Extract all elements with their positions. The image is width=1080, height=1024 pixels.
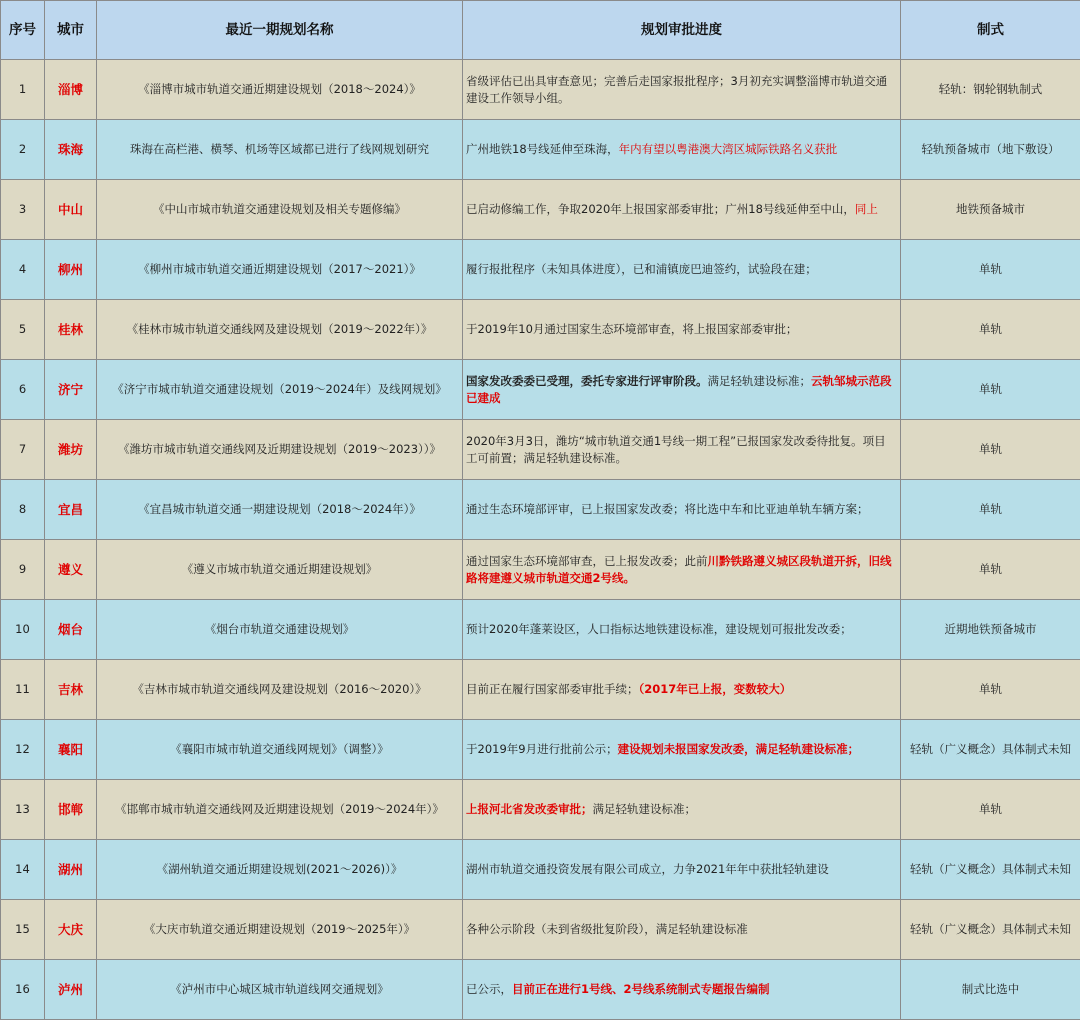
row-index: 3 xyxy=(1,180,45,240)
progress-segment: 年内有望以粤港澳大湾区城际铁路名义获批 xyxy=(618,142,838,156)
row-city: 遵义 xyxy=(45,540,97,600)
row-plan-name: 《淄博市城市轨道交通近期建设规划（2018～2024）》 xyxy=(97,60,463,120)
progress-segment: （2017年已上报，变数较大） xyxy=(638,682,792,696)
row-system: 单轨 xyxy=(901,480,1080,540)
row-approval-progress xyxy=(463,120,901,180)
row-approval-progress xyxy=(463,180,901,240)
progress-segment: 已启动修编工作，争取2020年上报国家部委审批；广州18号线延伸至中山， xyxy=(466,202,855,216)
row-approval-progress xyxy=(463,540,901,600)
row-approval-progress xyxy=(463,480,901,540)
row-index: 10 xyxy=(1,600,45,660)
row-index: 6 xyxy=(1,360,45,420)
table-row xyxy=(1,180,1080,240)
row-city: 柳州 xyxy=(45,240,97,300)
progress-segment: 于2019年10月通过国家生态环境部审查，将上报国家部委审批； xyxy=(466,322,798,336)
row-city: 湖州 xyxy=(45,840,97,900)
row-plan-name: 《吉林市城市轨道交通线网及建设规划（2016～2020）》 xyxy=(97,660,463,720)
row-city: 宜昌 xyxy=(45,480,97,540)
row-index: 12 xyxy=(1,720,45,780)
progress-segment: 满足轻轨建设标准； xyxy=(592,802,696,816)
table-row xyxy=(1,840,1080,900)
progress-segment: 2020年3月3日，潍坊“城市轨道交通1号线一期工程”已报国家发改委待批复。项目工可前置；满足轻轨建设标准。 xyxy=(466,433,886,465)
row-index: 4 xyxy=(1,240,45,300)
table-row xyxy=(1,420,1080,480)
row-plan-name: 《柳州市城市轨道交通近期建设规划（2017～2021）》 xyxy=(97,240,463,300)
table-row xyxy=(1,360,1080,420)
row-plan-name: 《济宁市城市轨道交通建设规划（2019～2024年）及线网规划》 xyxy=(97,360,463,420)
row-city: 潍坊 xyxy=(45,420,97,480)
row-plan-name: 《泸州市中心城区城市轨道线网交通规划》 xyxy=(97,960,463,1020)
row-index: 14 xyxy=(1,840,45,900)
row-system: 单轨 xyxy=(901,660,1080,720)
row-system: 轻轨预备城市（地下敷设） xyxy=(901,120,1080,180)
progress-segment: 目前正在履行国家部委审批手续； xyxy=(466,682,639,696)
progress-segment: 通过生态环境部评审，已上报国家发改委；将比选中车和比亚迪单轨车辆方案； xyxy=(466,502,869,516)
row-city: 中山 xyxy=(45,180,97,240)
header-city: 城市 xyxy=(45,1,97,60)
row-approval-progress xyxy=(463,240,901,300)
table-row xyxy=(1,60,1080,120)
row-approval-progress xyxy=(463,960,901,1020)
row-index: 8 xyxy=(1,480,45,540)
header-approval-progress: 规划审批进度 xyxy=(463,1,901,60)
table-row xyxy=(1,540,1080,600)
row-city: 烟台 xyxy=(45,600,97,660)
row-index: 16 xyxy=(1,960,45,1020)
row-system: 轻轨（广义概念）具体制式未知 xyxy=(901,720,1080,780)
progress-segment: 国家发改委委已受理，委托专家进行评审阶段。 xyxy=(466,373,708,388)
row-city: 吉林 xyxy=(45,660,97,720)
progress-segment: 建设规划未报国家发改委，满足轻轨建设标准； xyxy=(617,742,860,756)
row-plan-name: 《邯郸市城市轨道交通线网及近期建设规划（2019～2024年）》 xyxy=(97,780,463,840)
row-index: 9 xyxy=(1,540,45,600)
row-plan-name: 《烟台市轨道交通建设规划》 xyxy=(97,600,463,660)
progress-segment: 预计2020年蓬莱设区，人口指标达地铁建设标准，建设规划可报批发改委； xyxy=(466,622,852,636)
row-plan-name: 《大庆市轨道交通近期建设规划（2019～2025年）》 xyxy=(97,900,463,960)
table-row xyxy=(1,780,1080,840)
progress-segment: 上报河北省发改委审批； xyxy=(466,802,593,816)
row-plan-name: 珠海在高栏港、横琴、机场等区域都已进行了线网规划研究 xyxy=(97,120,463,180)
row-system: 单轨 xyxy=(901,540,1080,600)
table-body xyxy=(1,60,1080,1020)
row-system: 单轨 xyxy=(901,300,1080,360)
row-approval-progress xyxy=(463,360,901,420)
row-system: 近期地铁预备城市 xyxy=(901,600,1080,660)
row-index: 1 xyxy=(1,60,45,120)
progress-segment: 各种公示阶段（未到省级批复阶段），满足轻轨建设标准 xyxy=(466,922,748,936)
row-index: 11 xyxy=(1,660,45,720)
progress-segment: 目前正在进行1号线、2号线系统制式专题报告编制 xyxy=(512,982,770,996)
row-plan-name: 《桂林市城市轨道交通线网及建设规划（2019～2022年）》 xyxy=(97,300,463,360)
progress-segment: 湖州市轨道交通投资发展有限公司成立，力争2021年年中获批轻轨建设 xyxy=(466,862,829,876)
row-approval-progress xyxy=(463,60,901,120)
table-row xyxy=(1,900,1080,960)
row-index: 13 xyxy=(1,780,45,840)
table-row xyxy=(1,600,1080,660)
header-system: 制式 xyxy=(901,1,1080,60)
row-system: 轻轨：钢轮钢轨制式 xyxy=(901,60,1080,120)
table-row xyxy=(1,300,1080,360)
row-index: 7 xyxy=(1,420,45,480)
progress-segment: 省级评估已出具审查意见；完善后走国家报批程序；3月初充实调整淄博市轨道交通建设工作领导小组。 xyxy=(466,73,888,105)
row-system: 单轨 xyxy=(901,420,1080,480)
row-approval-progress xyxy=(463,600,901,660)
row-plan-name: 《襄阳市城市轨道交通线网规划》（调整）》 xyxy=(97,720,463,780)
row-approval-progress xyxy=(463,660,901,720)
header-row xyxy=(1,1,1080,60)
row-index: 15 xyxy=(1,900,45,960)
row-system: 轻轨（广义概念）具体制式未知 xyxy=(901,840,1080,900)
row-approval-progress xyxy=(463,840,901,900)
row-approval-progress xyxy=(463,900,901,960)
row-city: 济宁 xyxy=(45,360,97,420)
progress-segment: 已公示， xyxy=(466,982,512,996)
row-system: 地铁预备城市 xyxy=(901,180,1080,240)
progress-segment: 通过国家生态环境部审查，已上报发改委；此前 xyxy=(466,553,708,568)
table-row xyxy=(1,480,1080,540)
row-system: 制式比选中 xyxy=(901,960,1080,1020)
row-approval-progress xyxy=(463,300,901,360)
row-system: 单轨 xyxy=(901,360,1080,420)
row-plan-name: 《遵义市城市轨道交通近期建设规划》 xyxy=(97,540,463,600)
row-approval-progress xyxy=(463,720,901,780)
table-row xyxy=(1,960,1080,1020)
table-row xyxy=(1,240,1080,300)
row-plan-name: 《中山市城市轨道交通建设规划及相关专题修编》 xyxy=(97,180,463,240)
row-approval-progress xyxy=(463,780,901,840)
progress-segment: 同上 xyxy=(854,202,878,216)
table-row xyxy=(1,120,1080,180)
row-city: 淄博 xyxy=(45,60,97,120)
progress-segment: 满足轻轨建设标准； xyxy=(707,373,811,388)
progress-segment: 履行报批程序（未知具体进度），已和浦镇庞巴迪签约，试验段在建； xyxy=(466,262,817,276)
row-city: 桂林 xyxy=(45,300,97,360)
header-index: 序号 xyxy=(1,1,45,60)
row-plan-name: 《宜昌城市轨道交通一期建设规划（2018～2024年）》 xyxy=(97,480,463,540)
table-row xyxy=(1,660,1080,720)
row-approval-progress xyxy=(463,420,901,480)
row-city: 邯郸 xyxy=(45,780,97,840)
progress-segment: 云轨邹城示范段已建成 xyxy=(466,373,892,405)
row-city: 大庆 xyxy=(45,900,97,960)
row-system: 单轨 xyxy=(901,240,1080,300)
row-city: 襄阳 xyxy=(45,720,97,780)
header-plan-name: 最近一期规划名称 xyxy=(97,1,463,60)
progress-segment: 川黔铁路遵义城区段轨道开拆，旧线路将建遵义城市轨道交通2号线。 xyxy=(466,553,892,585)
row-city: 珠海 xyxy=(45,120,97,180)
row-system: 单轨 xyxy=(901,780,1080,840)
row-index: 2 xyxy=(1,120,45,180)
progress-segment: 于2019年9月进行批前公示； xyxy=(466,742,618,756)
row-city: 泸州 xyxy=(45,960,97,1020)
row-index: 5 xyxy=(1,300,45,360)
table-row xyxy=(1,720,1080,780)
progress-segment: 广州地铁18号线延伸至珠海， xyxy=(466,142,619,156)
row-plan-name: 《湖州轨道交通近期建设规划(2021～2026)）》 xyxy=(97,840,463,900)
row-system: 轻轨（广义概念）具体制式未知 xyxy=(901,900,1080,960)
row-plan-name: 《潍坊市城市轨道交通线网及近期建设规划（2019～2023））》 xyxy=(97,420,463,480)
